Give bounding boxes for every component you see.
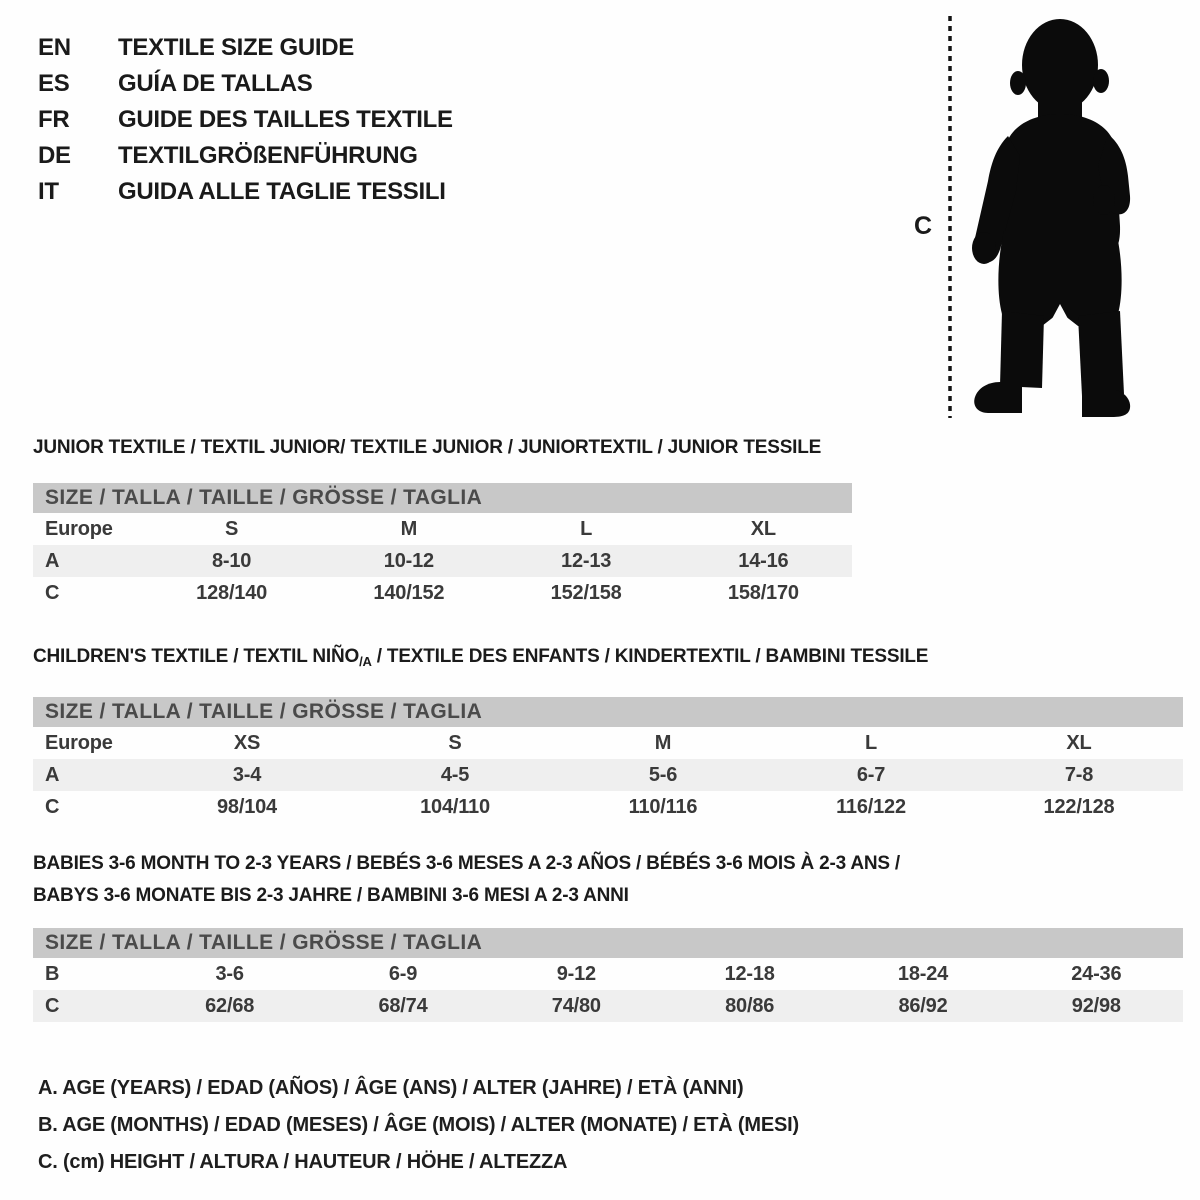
table-cell: 8-10 [212,549,252,572]
table-row [33,791,1183,823]
language-label: TEXTILE SIZE GUIDE [118,34,354,61]
table-cell: 152/158 [550,581,622,604]
table-cell: 14-16 [738,549,789,572]
row-label: C [45,581,60,604]
height-measure-dashed-line [946,16,954,418]
table-cell: XL [750,517,776,540]
row-label: Europe [45,731,113,754]
table-row [33,727,1183,759]
table-row [33,545,852,577]
table-cell: 10-12 [383,549,434,572]
table-cell: 12-18 [724,962,775,985]
footnotes [38,1070,799,1181]
language-row-es [38,66,453,102]
section-babies-textile [33,848,1183,1022]
table-cell: 86/92 [898,994,948,1017]
title-subscript: /A [359,654,372,669]
footnote-a: A. AGE (YEARS) / EDAD (AÑOS) / ÂGE (ANS) / ALTER (JAHRE) / ETÀ (ANNI) [38,1077,744,1099]
title-prefix: CHILDREN'S TEXTILE / TEXTIL NIÑO [33,646,360,667]
row-label: A [45,763,60,786]
language-code: DE [38,142,71,169]
table-cell: L [864,731,878,754]
height-measure-label: C [914,212,933,240]
table-row [33,958,1183,990]
table-cell: 9-12 [556,962,596,985]
table-row [33,990,1183,1022]
section-title: JUNIOR TEXTILE / TEXTIL JUNIOR/ TEXTILE JUNIOR / JUNIORTEXTIL / JUNIOR TESSILE [33,437,822,458]
table-cell: 4-5 [440,763,470,786]
table-cell: 12-13 [561,549,612,572]
table-cell: 6-7 [856,763,886,786]
table-cell: XS [233,731,261,754]
language-code: IT [38,178,59,205]
section-title [33,645,1183,674]
section-childrens-textile [33,645,1183,823]
table-cell: 128/140 [196,581,268,604]
table-cell: 3-6 [215,962,244,985]
language-label: GUÍA DE TALLAS [118,70,313,97]
table-cell: L [580,517,593,540]
size-header-bar: SIZE / TALLA / TAILLE / GRÖSSE / TAGLIA [33,928,1183,958]
section-title [33,848,1183,912]
table-cell: M [400,517,418,540]
table-cell: 7-8 [1064,763,1094,786]
row-label: C [45,795,60,818]
table-cell: S [448,731,462,754]
table-cell: 3-4 [232,763,262,786]
table-cell: 18-24 [897,962,949,985]
row-label: Europe [45,517,113,540]
table-cell: 110/116 [628,795,698,818]
table-cell: 158/170 [727,581,799,604]
size-header-bar: SIZE / TALLA / TAILLE / GRÖSSE / TAGLIA [33,697,1183,727]
babies-size-table [33,958,1183,1022]
table-cell: 116/122 [836,795,906,818]
size-header-bar: SIZE / TALLA / TAILLE / GRÖSSE / TAGLIA [33,483,852,513]
language-row-de [38,138,453,174]
row-label: A [45,549,60,572]
language-label: GUIDE DES TAILLES TEXTILE [118,106,453,133]
language-row-en [38,30,453,66]
table-cell: 68/74 [378,994,428,1017]
table-cell: 5-6 [648,763,678,786]
language-row-fr [38,102,453,138]
table-cell: 92/98 [1071,994,1121,1017]
table-cell: 140/152 [373,581,445,604]
footnote-c: C. (cm) HEIGHT / ALTURA / HAUTEUR / HÖHE / ALTEZZA [38,1151,568,1173]
junior-size-table [33,513,852,609]
row-label: C [45,994,60,1017]
language-label: GUIDA ALLE TAGLIE TESSILI [118,178,446,205]
table-row [33,577,852,609]
table-cell: 104/110 [420,795,490,818]
table-row [33,759,1183,791]
language-code: EN [38,34,71,61]
table-cell: 74/80 [551,994,601,1017]
table-cell: M [654,731,672,754]
footnote-b: B. AGE (MONTHS) / EDAD (MESES) / ÂGE (MOIS) / ALTER (MONATE) / ETÀ (MESI) [38,1114,799,1136]
language-code: FR [38,106,70,133]
table-cell: S [225,517,239,540]
silhouette-shape [972,19,1130,417]
table-cell: 98/104 [217,795,277,818]
table-cell: 24-36 [1071,962,1122,985]
language-header [38,30,453,210]
title-line-2: BABYS 3-6 MONATE BIS 2-3 JAHRE / BAMBINI 3-6 MESI A 2-3 ANNI [33,885,629,906]
section-junior-textile [33,436,852,609]
toddler-silhouette-icon [958,16,1140,420]
row-label: B [45,962,60,985]
language-code: ES [38,70,70,97]
title-line-1: BABIES 3-6 MONTH TO 2-3 YEARS / BEBÉS 3-6 MESES A 2-3 AÑOS / BÉBÉS 3-6 MOIS À 2-3 ANS / [33,853,901,874]
table-cell: 122/128 [1043,795,1115,818]
table-cell: 80/86 [725,994,775,1017]
table-cell: 62/68 [205,994,255,1017]
title-suffix: / TEXTILE DES ENFANTS / KINDERTEXTIL / BAMBINI TESSILE [371,646,929,667]
table-cell: XL [1066,731,1092,754]
table-row [33,513,852,545]
children-size-table [33,727,1183,823]
table-cell: 6-9 [388,962,418,985]
language-row-it [38,174,453,210]
language-label: TEXTILGRÖßENFÜHRUNG [118,142,418,169]
